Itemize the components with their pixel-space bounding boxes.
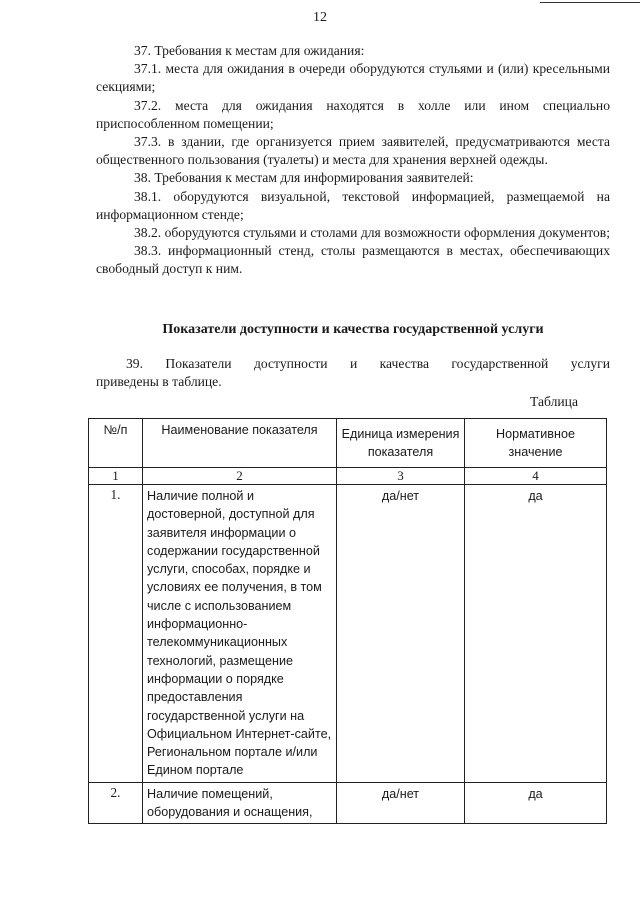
header-unit: Единица измерения показателя (337, 419, 465, 468)
paragraph-37-1: 37.1. места для ожидания в очереди оборудуются стульями и (или) кресельными секциями; (96, 61, 610, 95)
column-number: 4 (465, 468, 607, 485)
column-number: 3 (337, 468, 465, 485)
header-rule (540, 2, 640, 3)
column-number: 2 (143, 468, 337, 485)
paragraph-39-line1: 39. Показатели доступности и качества государственной услуги (126, 356, 610, 371)
paragraph-38-3: 38.3. информационный стенд, столы размещаются в местах, обеспечивающих свободный доступ к ним. (96, 243, 610, 277)
unit-value: да/нет (337, 782, 465, 824)
paragraph-37-2: 37.2. места для ожидания находятся в холле или ином специально приспособленном помещении; (96, 97, 610, 131)
indicator-name: Наличие помещений, оборудования и оснащения, (143, 782, 337, 824)
paragraph-37: 37. Требования к местам для ожидания: (134, 43, 365, 58)
table-row (89, 782, 607, 824)
requirements-text (96, 42, 610, 279)
column-number: 1 (89, 468, 143, 485)
table-row (89, 485, 607, 783)
section-heading: Показатели доступности и качества государственной услуги (162, 322, 544, 337)
norm-value: да (465, 485, 607, 783)
unit-value: да/нет (337, 485, 465, 783)
paragraph-39-line2: приведены в таблице. (96, 374, 222, 390)
paragraph-37-3: 37.3. в здании, где организуется прием заявителей, предусматриваются места общественного пользования (туалеты) и места для хранения верхней одежды. (96, 134, 610, 168)
paragraph-38: 38. Требования к местам для информирования заявителей: (134, 170, 474, 186)
norm-value: да (465, 782, 607, 824)
indicator-name: Наличие полной и достоверной, доступной для заявителя информации о содержании государственной услуги, способах, порядке и условиях ее получения, в том числе с использованием информационно-телекоммуникационных технологий, размещение информации о порядке предоставления государственной услуги на Официальном Интернет-сайте, Региональном портале и/или Едином портале (143, 485, 337, 783)
page-number: 12 (313, 10, 327, 25)
paragraph-38-1: 38.1. оборудуются визуальной, текстовой информацией, размещаемой на информационном стенде; (96, 188, 610, 222)
header-norm: Нормативное значение (465, 419, 607, 468)
indicators-table (88, 418, 607, 824)
row-number: 2. (89, 782, 143, 824)
paragraph-39 (96, 355, 610, 391)
row-number: 1. (89, 485, 143, 783)
column-number-row (89, 468, 607, 485)
paragraph-38-2: 38.2. оборудуются стульями и столами для возможности оформления документов; (134, 225, 610, 241)
header-num: №/п (89, 419, 143, 468)
header-name: Наименование показателя (143, 419, 337, 468)
table-header-row (89, 419, 607, 468)
table-caption: Таблица (530, 394, 578, 409)
